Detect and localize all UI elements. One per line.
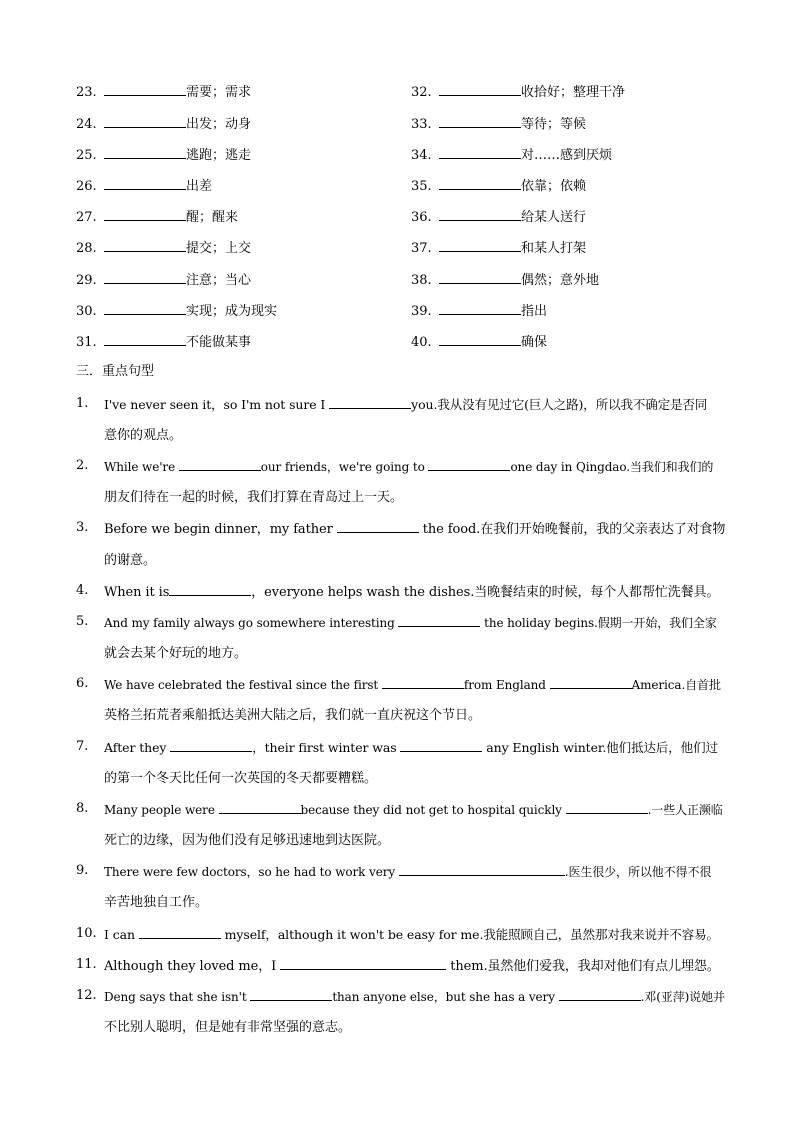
sentence-text: I can (104, 927, 139, 942)
sentence-item (76, 612, 726, 664)
item-number: 28. (76, 241, 97, 256)
translation-line: 的谢意。 (104, 553, 157, 568)
answer-blank[interactable] (439, 269, 521, 284)
item-meaning: 和某人打架 (521, 241, 587, 256)
item-number: 35. (411, 179, 432, 194)
item-meaning: 注意；当心 (186, 273, 252, 288)
answer-blank[interactable] (399, 861, 565, 876)
item-number: 40. (411, 335, 432, 350)
answer-blank[interactable] (439, 206, 521, 221)
sentence-text: .一些人正濒临 (647, 803, 723, 817)
answer-blank[interactable] (179, 456, 261, 471)
sentence-item (76, 799, 726, 851)
sentence-text: one day in Qingdao.当我们和我们的 (510, 460, 714, 474)
item-number: 26. (76, 179, 97, 194)
answer-blank[interactable] (170, 737, 252, 752)
vocab-item (411, 269, 599, 289)
sentence-text: .邓(亚萍)说她并 (640, 990, 725, 1004)
sentence-text: you.我从没有见过它(巨人之路)，所以我不确定是否同 (411, 397, 708, 412)
item-number: 37. (411, 241, 432, 256)
item-number: 39. (411, 304, 432, 319)
sentence-item (76, 861, 726, 913)
item-meaning: 逃跑；逃走 (186, 148, 252, 163)
vocab-item (76, 175, 212, 195)
sentence-text: Many people were (104, 803, 219, 817)
answer-blank[interactable] (104, 269, 186, 284)
item-meaning: 实现；成为现实 (186, 304, 278, 319)
vocab-item (76, 269, 251, 289)
sentence-text: ，everyone helps wash the dishes.当晚餐结束的时候，每个人都帮忙洗餐具。 (251, 585, 720, 600)
translation-line: 死亡的边缘，因为他们没有足够迅速地到达医院。 (104, 833, 391, 848)
sentence-text: There were few doctors，so he had to work very (104, 865, 399, 879)
answer-blank[interactable] (400, 737, 482, 752)
answer-blank[interactable] (439, 331, 521, 346)
vocab-item (411, 206, 586, 226)
item-number: 2. (76, 458, 89, 473)
answer-blank[interactable] (104, 144, 186, 159)
vocab-item (411, 300, 547, 320)
sentence-item (76, 986, 726, 1038)
item-meaning: 提交；上交 (186, 241, 252, 256)
answer-blank[interactable] (169, 581, 251, 596)
vocab-item (76, 300, 277, 320)
sentence-text: the food.在我们开始晚餐前，我的父亲表达了对食物 (418, 522, 726, 537)
item-number: 34. (411, 148, 432, 163)
item-meaning: 不能做某事 (186, 335, 252, 350)
answer-blank[interactable] (439, 113, 521, 128)
vocab-item (411, 113, 586, 133)
vocab-item (411, 81, 625, 101)
sentence-text: Before we begin dinner，my father (104, 522, 337, 537)
item-number: 3. (76, 520, 89, 535)
sentence-text: I've never seen it，so I'm not sure I (104, 397, 330, 412)
translation-line: 英格兰拓荒者乘船抵达美洲大陆之后，我们就一直庆祝这个节日。 (104, 708, 482, 723)
vocab-item (411, 237, 586, 257)
sentence-item (76, 394, 726, 446)
answer-blank[interactable] (337, 518, 419, 533)
sentence-text: .医生很少，所以他不得不很 (564, 865, 712, 879)
answer-blank[interactable] (439, 175, 521, 190)
item-number: 30. (76, 304, 97, 319)
item-meaning: 收拾好；整理干净 (521, 85, 626, 100)
vocab-item (76, 144, 251, 164)
sentence-text: myself，although it won't be easy for me.我能照顾自己，虽然那对我来说并不容易。 (220, 927, 719, 942)
item-number: 10. (76, 926, 97, 941)
vocab-item (411, 175, 586, 195)
answer-blank[interactable] (428, 456, 510, 471)
item-meaning: 指出 (521, 304, 548, 319)
item-number: 9. (76, 863, 89, 878)
answer-blank[interactable] (439, 300, 521, 315)
translation-line: 的第一个冬天比任何一次英国的冬天都要糟糕。 (104, 771, 378, 786)
translation-line: 朋友们待在一起的时候，我们打算在青岛过上一天。 (104, 490, 404, 505)
item-number: 23. (76, 85, 97, 100)
item-number: 24. (76, 117, 97, 132)
answer-blank[interactable] (439, 144, 521, 159)
item-meaning: 给某人送行 (521, 210, 587, 225)
vocab-item (76, 81, 251, 101)
item-meaning: 偶然；意外地 (521, 273, 600, 288)
answer-blank[interactable] (104, 113, 186, 128)
item-number: 11. (76, 957, 97, 972)
sentence-text: ，their first winter was (252, 740, 401, 755)
item-number: 29. (76, 273, 97, 288)
answer-blank[interactable] (250, 986, 332, 1001)
sentence-item (76, 924, 726, 945)
translation-line: 意你的观点。 (104, 428, 183, 443)
item-number: 38. (411, 273, 432, 288)
translation-line: 就会去某个好玩的地方。 (104, 646, 248, 661)
sentence-text: After they (104, 740, 171, 755)
item-number: 33. (411, 117, 432, 132)
sentence-item (76, 581, 726, 603)
answer-blank[interactable] (139, 924, 221, 939)
vocab-item (411, 144, 612, 164)
answer-blank[interactable] (382, 674, 464, 689)
item-number: 8. (76, 801, 89, 816)
translation-line: 不比别人聪明，但是她有非常坚强的意志。 (104, 1020, 352, 1035)
item-meaning: 确保 (521, 335, 548, 350)
sentence-item (76, 955, 726, 977)
item-meaning: 出差 (186, 179, 213, 194)
sentence-text: Although they loved me，I (104, 959, 281, 974)
sentence-text: because they did not get to hospital quickly (300, 803, 566, 817)
item-meaning: 需要；需求 (186, 85, 252, 100)
item-meaning: 依靠；依赖 (521, 179, 587, 194)
item-meaning: 对……感到厌烦 (521, 148, 613, 163)
answer-blank[interactable] (280, 955, 446, 970)
sentence-item (76, 456, 726, 508)
answer-blank[interactable] (329, 394, 411, 409)
item-meaning: 醒；醒来 (186, 210, 239, 225)
answer-blank[interactable] (104, 175, 186, 190)
item-meaning: 出发；动身 (186, 117, 252, 132)
sentence-text: Deng says that she isn't (104, 990, 251, 1004)
item-number: 25. (76, 148, 97, 163)
answer-blank[interactable] (104, 206, 186, 221)
section-heading: 三．重点句型 (76, 364, 155, 379)
vocab-item (76, 237, 251, 257)
translation-line: 辛苦地独自工作。 (104, 895, 209, 910)
sentence-text: While we're (104, 460, 179, 474)
sentence-item (76, 518, 726, 571)
answer-blank[interactable] (550, 674, 632, 689)
item-number: 27. (76, 210, 97, 225)
sentence-text: them.虽然他们爱我，我却对他们有点儿埋怨。 (446, 959, 720, 974)
answer-blank[interactable] (566, 799, 648, 814)
sentence-text: When it is (104, 585, 170, 600)
sentence-text: our friends，we're going to (260, 460, 429, 474)
answer-blank[interactable] (104, 237, 186, 252)
sentence-text: the holiday begins.假期一开始，我们全家 (480, 616, 717, 630)
item-number: 5. (76, 614, 89, 629)
item-number: 1. (76, 396, 89, 411)
answer-blank[interactable] (219, 799, 301, 814)
answer-blank[interactable] (559, 986, 641, 1001)
sentence-text: than anyone else，but she has a very (332, 990, 559, 1004)
sentence-text: America.自首批 (631, 678, 721, 692)
item-number: 32. (411, 85, 432, 100)
item-number: 36. (411, 210, 432, 225)
item-number: 7. (76, 739, 89, 754)
sentence-text: We have celebrated the festival since the first (104, 678, 382, 692)
vocab-item (76, 206, 238, 226)
answer-blank[interactable] (104, 300, 186, 315)
item-number: 6. (76, 676, 89, 691)
answer-blank[interactable] (104, 331, 186, 346)
sentence-text: And my family always go somewhere interesting (104, 616, 399, 630)
vocab-item (76, 113, 251, 133)
sentence-text: any English winter.他们抵达后，他们过 (482, 740, 718, 755)
sentence-item (76, 737, 726, 789)
answer-blank[interactable] (104, 81, 186, 96)
item-meaning: 等待；等候 (521, 117, 587, 132)
item-number: 31. (76, 335, 97, 350)
vocab-item (411, 331, 547, 351)
sentence-text: from England (463, 678, 550, 692)
answer-blank[interactable] (439, 81, 521, 96)
vocab-item (76, 331, 251, 351)
item-number: 12. (76, 988, 97, 1003)
sentence-item (76, 674, 726, 726)
item-number: 4. (76, 583, 89, 598)
answer-blank[interactable] (398, 612, 480, 627)
answer-blank[interactable] (439, 237, 521, 252)
